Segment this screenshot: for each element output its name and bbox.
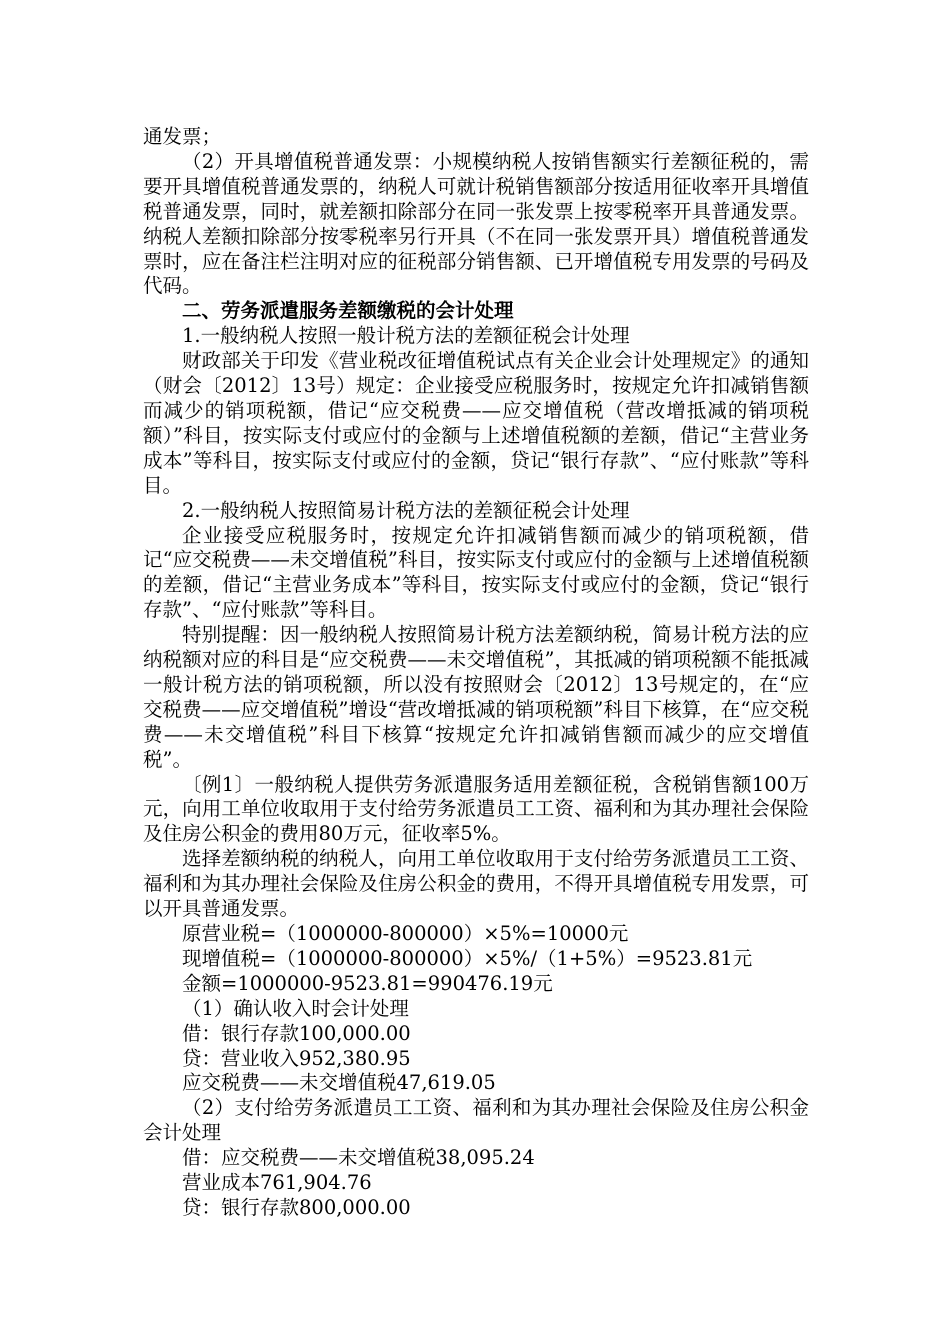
entry-debit-vat: 借：应交税费——未交增值税38,095.24: [182, 1146, 535, 1170]
paragraph-simple-method: 企业接受应税服务时，按规定允许扣减销售额而减少的销项税额，借记“应交税费——未交增值税”科目，按实际支付或应付的金额与上述增值税额的差额，借记“主营业务成本”等科目，按实际支付或应付的金额，贷记“银行存款”、“应付账款”等科目。: [143, 523, 809, 622]
subheading-simple-method: 2.一般纳税人按照简易计税方法的差额征税会计处理: [182, 498, 630, 522]
formula-vat: 现增值税=（1000000-800000）×5%/（1+5%）=9523.81元: [182, 946, 753, 970]
paragraph-regulation: 财政部关于印发《营业税改征增值税试点有关企业会计处理规定》的通知（财会〔2012〕13号）规定：企业接受应税服务时，按规定允许扣减销售额而减少的销项税额，借记“应交税费——应交增值税（营改增抵减的销项税额）”科目，按实际支付或应付的金额与上述增值税额的差额，借记“主营业务成本”等科目，按实际支付或应付的金额，贷记“银行存款”、“应付账款”等科目。: [143, 349, 809, 497]
paragraph-invoice-rule: 选择差额纳税的纳税人，向用工单位收取用于支付给劳务派遣员工工资、福利和为其办理社会保险及住房公积金的费用，不得开具增值税专用发票，可以开具普通发票。: [143, 847, 809, 921]
paragraph-example-1: 〔例1〕一般纳税人提供劳务派遣服务适用差额征税，含税销售额100万元，向用工单位收取用于支付给劳务派遣员工工资、福利和为其办理社会保险及住房公积金的费用80万元，征收率5%。: [143, 772, 809, 846]
formula-amount: 金额=1000000-9523.81=990476.19元: [182, 971, 553, 995]
entry-debit-bank: 借：银行存款100,000.00: [182, 1021, 411, 1045]
step-2-heading: （2）支付给劳务派遣员工工资、福利和为其办理社会保险及住房公积金会计处理: [143, 1096, 809, 1145]
paragraph-plain-invoice: （2）开具增值税普通发票：小规模纳税人按销售额实行差额征税的，需要开具增值税普通发票的，纳税人可就计税销售额部分按适用征收率开具增值税普通发票，同时，就差额扣除部分在同一张发票上按零税率开具普通发票。纳税人差额扣除部分按零税率另行开具（不在同一张发票开具）增值税普通发票时，应在备注栏注明对应的征税部分销售额、已开增值税专用发票的号码及代码。: [143, 149, 809, 298]
paragraph-special-reminder: 特别提醒：因一般纳税人按照简易计税方法差额纳税，简易计税方法的应纳税额对应的科目是“应交税费——未交增值税”，其抵减的销项税额不能抵减一般计税方法的销项税额，所以没有按照财会〔2012〕13号规定的，在“应交税费——应交增值税”增设“营改增抵减的销项税额”科目下核算，在“应交税费——未交增值税”科目下核算“按规定允许扣减销售额而减少的应交增值税”。: [143, 623, 809, 771]
entry-credit-bank: 贷：银行存款800,000.00: [182, 1195, 411, 1219]
subheading-general-method: 1.一般纳税人按照一般计税方法的差额征税会计处理: [182, 324, 630, 348]
paragraph-continuation: 通发票；: [143, 125, 222, 148]
entry-credit-vat: 应交税费——未交增值税47,619.05: [182, 1071, 496, 1095]
formula-business-tax: 原营业税=（1000000-800000）×5%=10000元: [182, 922, 629, 945]
step-1-heading: （1）确认收入时会计处理: [182, 996, 409, 1020]
entry-debit-cost: 营业成本761,904.76: [182, 1171, 372, 1195]
section-heading: 二、劳务派遣服务差额缴税的会计处理: [182, 299, 514, 323]
entry-credit-revenue: 贷：营业收入952,380.95: [182, 1046, 411, 1070]
document-body: [143, 125, 809, 1221]
